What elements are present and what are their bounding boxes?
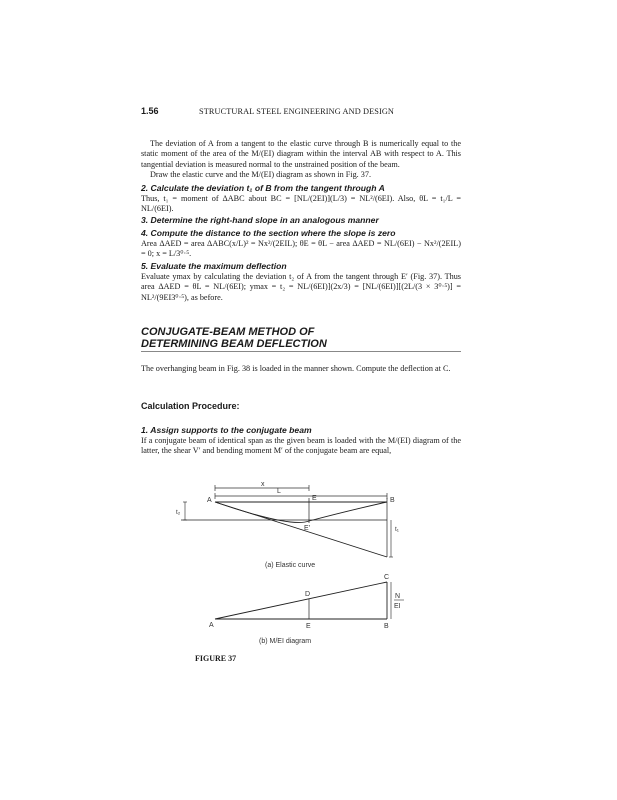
diagram-point-E: E — [306, 623, 311, 630]
step-4-body: Area ΔAED = area ΔABC(x/L)² = Nx²/(2EIL); θE = θL − area ΔAED = NL/(6EI) − Nx²/(2EIL) = 0; x = L/3⁰·⁵. — [141, 239, 461, 259]
t2-label: t₂ — [176, 509, 181, 516]
page-number: 1.56 — [141, 106, 159, 116]
point-E-label: E — [312, 495, 317, 502]
conjugate-step-1-body: If a conjugate beam of identical span as the given beam is loaded with the M/(EI) diagram of the latter, the shear V′ and bending moment M′ of the conjugate beam are equal, — [141, 436, 461, 456]
figure-37b-m-ei-diagram — [209, 574, 404, 645]
section-title-line-1: CONJUGATE-BEAM METHOD OF — [141, 326, 315, 338]
point-B-label: B — [390, 497, 395, 504]
problem-statement: The overhanging beam in Fig. 38 is loaded in the manner shown. Compute the deflection at C. — [141, 364, 451, 373]
n-over-ei-denominator: EI — [394, 603, 401, 610]
step-5-body: Evaluate ymax by calculating the deviation t₂ of A from the tangent through E′ (Fig. 37). Thus area ΔAED = θL = NL/(6EI); ymax = t₂ = NL/(6EI)](2x/3) = [NL/(6EI)][(2L/(3 × 3⁰·⁵)] = NL²/(9EI3⁰·⁵), as before. — [141, 272, 461, 302]
figure-37 — [141, 476, 461, 652]
n-over-ei-numerator: N — [395, 593, 401, 600]
elastic-curve — [215, 502, 387, 522]
diagram-point-C: C — [384, 574, 390, 581]
intro-instruction: Draw the elastic curve and the M/(EI) diagram as shown in Fig. 37. — [150, 170, 372, 179]
diagram-hypotenuse — [215, 582, 387, 619]
figure-label: FIGURE 37 — [195, 654, 237, 663]
step-3-heading: 3. Determine the right-hand slope in an analogous manner — [141, 215, 379, 225]
caption-a: (a) Elastic curve — [265, 562, 316, 569]
diagram-point-D: D — [305, 591, 311, 598]
section-title-line-2: DETERMINING BEAM DEFLECTION — [141, 338, 327, 350]
procedure-heading: Calculation Procedure: — [141, 401, 240, 411]
section-rule — [141, 351, 461, 352]
diagram-point-B: B — [384, 623, 389, 630]
step-4-heading: 4. Compute the distance to the section where the slope is zero — [141, 228, 396, 238]
point-E-prime-label: E' — [304, 525, 311, 532]
point-A-label: A — [207, 497, 212, 504]
tangent-line-at-A — [215, 502, 387, 557]
t1-label: t₁ — [395, 526, 399, 533]
intro-paragraph: The deviation of A from a tangent to the elastic curve through B is numerically equal to the static moment of the area of the M/(EI) diagram within the interval AB with respect to A. This tangential deviation is measured normal to the unstrained position of the beam. — [141, 139, 461, 169]
step-2-heading: 2. Calculate the deviation t₁ of B from the tangent through A — [141, 183, 385, 193]
step-5-heading: 5. Evaluate the maximum deflection — [141, 261, 287, 271]
figure-37a-elastic-curve — [176, 481, 400, 569]
conjugate-step-1-heading: 1. Assign supports to the conjugate beam — [141, 425, 312, 435]
dimension-x-label: x — [261, 481, 265, 488]
diagram-point-A: A — [209, 622, 214, 629]
step-2-body: Thus, t₁ = moment of ΔABC about BC = [NL/(2EI)](L/3) = NL²/(6EI). Also, θL = t₁/L = NL/(6EI). — [141, 194, 461, 214]
dimension-L-label: L — [277, 488, 281, 495]
running-title: STRUCTURAL STEEL ENGINEERING AND DESIGN — [199, 107, 395, 116]
caption-b: (b) M/EI diagram — [259, 638, 312, 645]
